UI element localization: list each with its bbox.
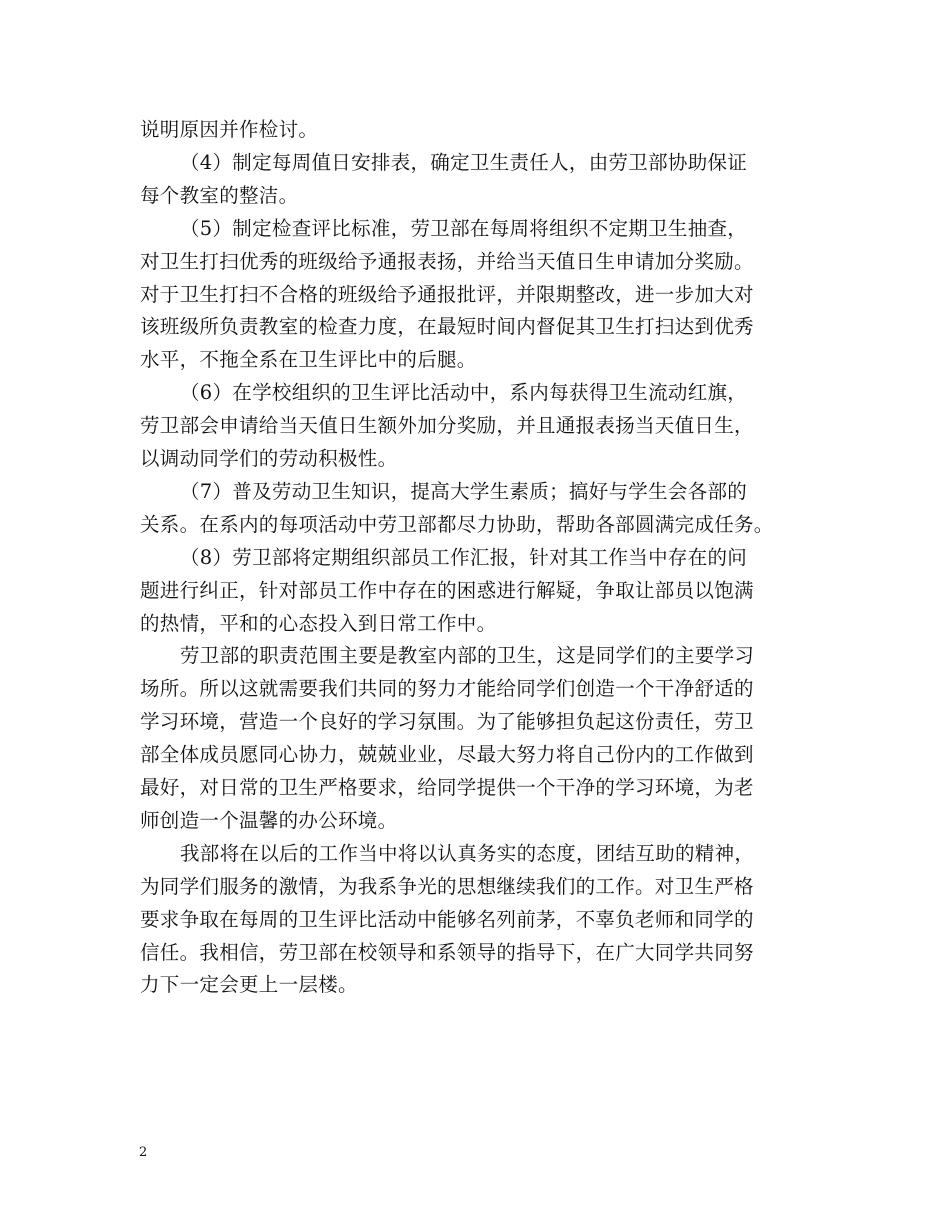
- text-line: 师创造一个温馨的办公环境。: [140, 808, 398, 832]
- text-line: 以调动同学们的劳动积极性。: [140, 447, 398, 470]
- text-line: 的热情，平和的心态投入到日常工作中。: [140, 611, 497, 635]
- text-line: 力下一定会更上一层楼。: [140, 973, 358, 997]
- text-line: 场所。所以这就需要我们共同的努力才能给同学们创造一个干净舒适的: [140, 677, 754, 701]
- text-line: 部全体成员愿同心协力，兢兢业业，尽最大努力将自己份内的工作做到: [140, 743, 754, 767]
- page-number: 2: [139, 1145, 148, 1160]
- text-line: 说明原因并作检讨。: [140, 118, 319, 141]
- text-line: 每个教室的整洁。: [140, 183, 299, 207]
- text-line: 题进行纠正，针对部员工作中存在的困惑进行解疑，争取让部员以饱满: [140, 578, 754, 602]
- text-line: （7）普及劳动卫生知识，提高大学生素质；搞好与学生会各部的: [180, 479, 748, 503]
- text-line: 为同学们服务的激情，为我系争光的思想继续我们的工作。对卫生严格: [140, 874, 754, 898]
- text-line: 要求争取在每周的卫生评比活动中能够名列前茅，不辜负老师和同学的: [140, 907, 754, 931]
- text-line: 水平，不拖全系在卫生评比中的后腿。: [140, 348, 477, 372]
- text-line: （6）在学校组织的卫生评比活动中，系内每获得卫生流动红旗，: [180, 381, 748, 405]
- text-line: 学习环境，营造一个良好的学习氛围。为了能够担负起这份责任，劳卫: [140, 710, 754, 734]
- text-line: 最好，对日常的卫生严格要求，给同学提供一个干净的学习环境，为老: [140, 776, 754, 799]
- text-line: 我部将在以后的工作当中将以认真务实的态度，团结互助的精神，: [180, 841, 755, 865]
- text-line: （4）制定每周值日安排表，确定卫生责任人，由劳卫部协助保证: [180, 150, 748, 174]
- text-line: 劳卫部的职责范围主要是教室内部的卫生，这是同学们的主要学习: [180, 644, 755, 668]
- text-line: 对于卫生打扫不合格的班级给予通报批评，并限期整改，进一步加大对: [140, 282, 754, 306]
- text-line: 对卫生打扫优秀的班级给予通报表扬，并给当天值日生申请加分奖励。: [140, 249, 754, 273]
- text-line: （5）制定检查评比标准，劳卫部在每周将组织不定期卫生抽查，: [180, 216, 748, 240]
- text-line: 劳卫部会申请给当天值日生额外加分奖励，并且通报表扬当天值日生，: [140, 414, 754, 438]
- text-line: 关系。在系内的每项活动中劳卫部都尽力协助，帮助各部圆满完成任务。: [140, 512, 774, 536]
- text-line: （8）劳卫部将定期组织部员工作汇报，针对其工作当中存在的问: [180, 545, 748, 569]
- text-line: 该班级所负责教室的检查力度，在最短时间内督促其卫生打扫达到优秀: [140, 315, 754, 339]
- text-line: 信任。我相信，劳卫部在校领导和系领导的指导下，在广大同学共同努: [140, 940, 754, 964]
